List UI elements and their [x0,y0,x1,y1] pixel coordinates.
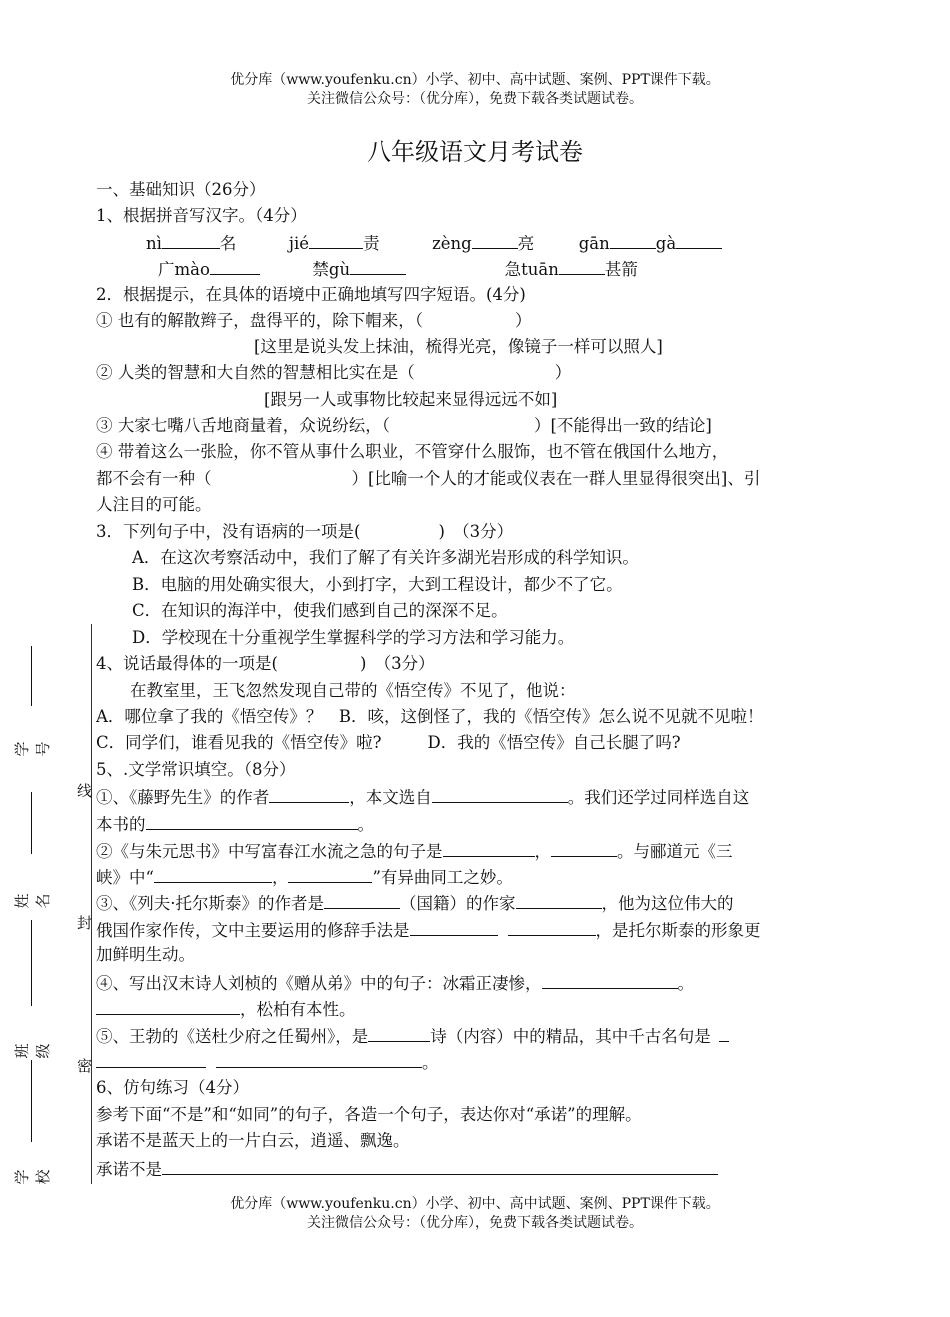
q1-blank-7[interactable] [350,258,406,275]
q2-item-2 [96,363,571,383]
q4-prompt [96,654,435,674]
q4-scene: 在教室里，王飞忽然发现自己带的《悟空传》不见了，他说： [130,681,576,700]
q4-option-c: C．同学们，谁看见我的《悟空传》啦? [96,733,382,752]
q2-item-1-text: ① 也有的解散辫子，盘得平的，除下帽来，（ [96,311,423,330]
q5-item-3-line-2 [96,919,761,941]
q1-blank-1[interactable] [162,232,220,249]
label-xingming: 姓名 [13,893,52,909]
q1-row-1 [146,232,722,254]
q2-prompt: 2．根据提示，在具体的语境中正确地填写四字短语。(4分) [96,285,526,304]
seal-mark-mi: 密 [77,1057,93,1075]
label-banji: 班级 [13,1043,52,1059]
q5-item-4-line-2 [96,998,356,1020]
q5-item-3-text-e: ，是托尔斯泰的形象更 [595,921,761,940]
q2-hint-2: [跟另一人或事物比较起来显得远远不如] [264,390,558,409]
q2-item-3-close: ）[不能得出一致的结论] [534,416,712,435]
q3-option-c: C．在知识的海洋中，使我们感到自己的深深不足。 [132,601,508,620]
q1-char-1: 名 [219,234,237,253]
q1-char-2: 责 [363,234,380,253]
q1-pinyin-4: gān [578,234,610,253]
q6-answer-line [96,1158,718,1180]
q5-item-3-text-a: ③、《列夫·托尔斯泰》的作者是 [96,894,324,913]
q5-blank-11[interactable] [508,919,596,936]
q5-item-5-text-b: 诗（内容）中的精品，其中千古名句是 [430,1027,711,1046]
section-1-heading: 一、基础知识（26分） [96,180,266,199]
q5-blank-14[interactable] [368,1025,430,1042]
q5-blank-16[interactable] [96,1051,206,1068]
q5-item-2-line-2 [96,866,513,888]
q1-char-3: 亮 [517,234,535,253]
q4-prompt-score: ) （3分） [359,654,435,673]
q2-item-4-hint: ）[比喻一个人的才能或仪表在一群人里显得很突出]、引 [351,469,761,488]
q6-answer-text: 承诺不是 [96,1160,162,1179]
q1-pinyin-6: 广mào [158,260,210,279]
q5-item-3-line-1 [96,892,734,914]
q1-blank-3[interactable] [472,232,518,249]
q3-prompt-score: ) （3分） [438,522,514,541]
q5-item-4-text-a: ④、写出汉末诗人刘桢的《赠从弟》中的句子：冰霜正凄惨， [96,974,542,993]
q3-option-b: B．电脑的用处确实很大，小到打字，大到工程设计，都少不了它。 [132,575,623,594]
q5-item-5-line-2 [96,1051,439,1073]
q2-item-2-close: ） [554,363,572,382]
xuexiao-blank[interactable] [31,1060,32,1142]
q5-item-1-text-a: ①、《藤野先生》的作者 [96,788,270,807]
q5-item-1-text-d: 本书的 [96,815,146,834]
q6-answer-blank[interactable] [162,1158,718,1175]
q5-blank-6[interactable] [154,866,272,883]
q2-item-2-text: ② 人类的智慧和大自然的智慧相比实在是（ [96,363,415,382]
q1-pinyin-2: jié [288,234,310,253]
exam-title: 八年级语文月考试卷 [367,138,583,166]
q6-prompt: 6、仿句练习（4分） [96,1078,249,1097]
q1-blank-2[interactable] [309,232,363,249]
q5-item-3-text-b: （国籍）的作家 [400,894,516,913]
q5-blank-4[interactable] [443,840,535,857]
q2-item-1 [96,311,532,331]
q5-item-1-text-b: ，本文选自 [349,788,432,807]
seal-mark-feng: 封 [77,914,93,932]
q5-blank-12[interactable] [542,972,678,989]
q5-item-3-text-d: 俄国作家作传，文中主要运用的修辞手法是 [96,921,410,940]
xingming-blank[interactable] [31,792,32,854]
q2-hint-1: [这里是说头发上抹油，梳得光亮，像镜子一样可以照人] [254,337,663,356]
q5-item-1-text-c: 。我们还学过同样选自这 [567,788,750,807]
q5-item-3-line-3: 加鲜明生动。 [96,945,195,964]
q5-item-4-text-c: ，松柏有本性。 [240,1000,356,1019]
q4-option-d: D．我的《悟空传》自己长腿了吗? [427,733,681,752]
q5-item-1-text-e: 。 [357,815,374,834]
q2-item-3-text: ③ 大家七嘴八舌地商量着，众说纷纭，（ [96,416,390,435]
q5-item-2-line-1 [96,840,733,862]
banji-blank[interactable] [31,920,32,1006]
q5-blank-7[interactable] [288,866,372,883]
q5-blank-8[interactable] [324,892,400,909]
q5-item-1-line-1 [96,786,749,808]
q4-options-cd [96,733,681,753]
q5-item-2-text-f: ”有异曲同工之妙。 [372,868,513,887]
q2-item-1-close: ） [515,311,532,330]
q5-blank-15[interactable] [719,1025,729,1042]
q5-item-5-text-c: 。 [422,1053,439,1072]
q1-blank-6[interactable] [210,258,260,275]
q3-option-d: D．学校现在十分重视学生掌握科学的学习方法和学习能力。 [132,628,575,647]
q1-pinyin-7: 禁gù [312,260,351,279]
q5-blank-2[interactable] [432,786,568,803]
q1-pinyin-1: nì [146,234,162,253]
q1-prompt: 1、根据拼音写汉字。（4分） [96,206,307,225]
q6-instruction: 参考下面“不是”和“如同”的句子，各造一个句子，表达你对“承诺”的理解。 [96,1105,642,1124]
q2-item-4-line-3: 人注目的可能。 [96,495,212,514]
q1-char-8: 甚箭 [604,260,638,279]
q1-pinyin-8: 急tuān [504,260,559,279]
seal-mark-xian: 线 [77,782,93,800]
q5-item-2-text-a: ②《与朱元思书》中写富春江水流之急的句子是 [96,842,443,861]
q5-item-2-text-e: ， [271,868,289,887]
q1-blank-5[interactable] [676,232,722,249]
q2-item-3 [96,416,712,436]
q2-item-4-text: 都不会有一种（ [96,469,212,488]
footer-line-2: 关注微信公众号：（优分库），免费下载各类试题试卷。 [307,1215,643,1231]
header-line-2: 关注微信公众号：（优分库），免费下载各类试题试卷。 [307,91,643,107]
q3-option-a: A．在这次考察活动中，我们了解了有关许多湖光岩形成的科学知识。 [132,548,639,567]
q5-blank-17[interactable] [216,1051,422,1068]
q1-row-2 [158,258,638,280]
q1-blank-8[interactable] [559,258,605,275]
footer-line-1: 优分库（www.youfenku.cn）小学、初中、高中试题、案例、PPT课件下载。 [230,1196,720,1212]
q3-prompt [96,522,513,542]
q5-item-2-text-d: 峡》中“ [96,868,154,887]
q6-example: 承诺不是蓝天上的一片白云，逍遥、飘逸。 [96,1131,410,1150]
q2-item-4-line-2 [96,469,760,489]
q5-blank-10[interactable] [410,919,498,936]
label-xuehao: 学号 [13,741,52,757]
q5-blank-5[interactable] [551,840,617,857]
q5-item-1-line-2 [96,813,374,835]
q5-item-3-text-c: ，他为这位伟大的 [601,894,734,913]
label-xuexiao: 学校 [13,1169,52,1185]
q5-item-2-text-b: ， [534,842,551,861]
xuehao-blank[interactable] [31,646,32,706]
header-line-1: 优分库（www.youfenku.cn）小学、初中、高中试题、案例、PPT课件下载。 [230,72,720,88]
binding-line [91,624,92,1184]
q3-prompt-text: 3．下列句子中，没有语病的一项是( [96,522,361,541]
q5-item-5-line-1 [96,1025,729,1047]
q5-blank-13[interactable] [96,998,240,1015]
q4-prompt-text: 4、说话最得体的一项是( [96,654,278,673]
q5-blank-3[interactable] [146,813,358,830]
q5-blank-9[interactable] [516,892,602,909]
q5-item-4-text-b: 。 [677,974,694,993]
q5-item-4-line-1 [96,972,694,994]
q5-item-5-text-a: ⑤、王勃的《送杜少府之任蜀州》，是 [96,1027,369,1046]
q5-blank-1[interactable] [269,786,349,803]
q5-prompt: 5、.文学常识填空。（8分） [96,760,296,779]
q1-pinyin-5: gà [655,234,677,253]
q2-item-4-line-1: ④ 带着这么一张脸，你不管从事什么职业，不管穿什么服饰，也不管在俄国什么地方， [96,442,729,461]
q1-pinyin-3: zèng [432,234,472,253]
q1-blank-4[interactable] [610,232,656,249]
q4-options-ab: A．哪位拿了我的《悟空传》？ B．咳，这倒怪了，我的《悟空传》怎么说不见就不见啦！ [96,707,764,726]
q5-item-2-text-c: 。与郦道元《三 [617,842,733,861]
